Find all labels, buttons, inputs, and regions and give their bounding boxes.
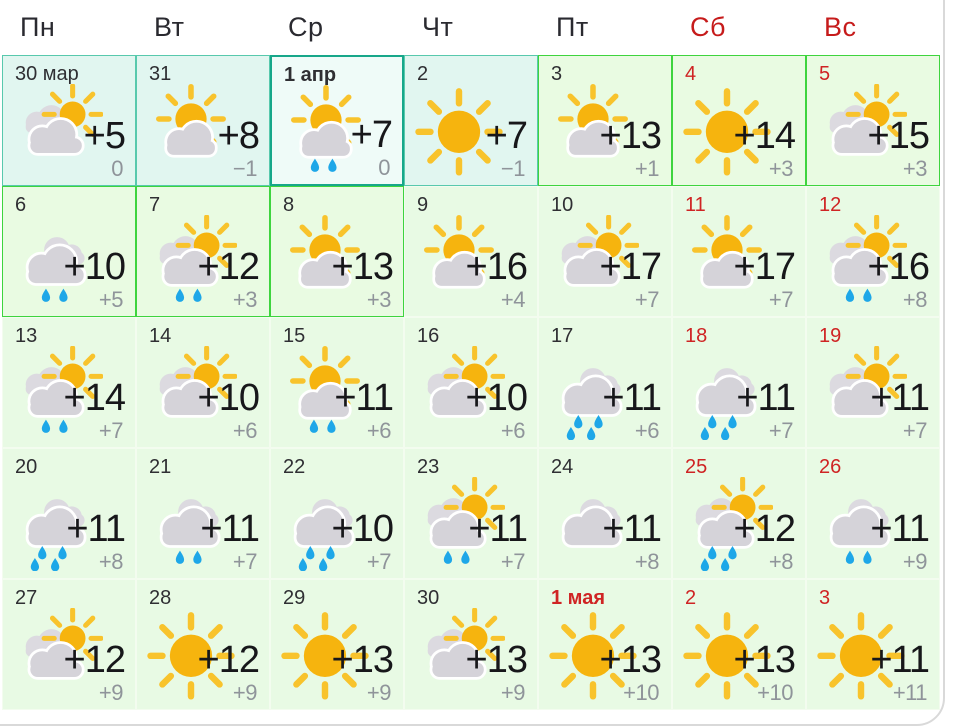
day-low-temp: +9 [500, 680, 525, 705]
day-date: 29 [283, 587, 306, 609]
day-low-temp: +6 [232, 418, 257, 443]
day-low-temp: +8 [98, 549, 123, 574]
day-date: 18 [685, 325, 708, 347]
calendar-grid [2, 55, 960, 710]
day-high-temp: +10 [197, 377, 259, 419]
day-low-temp: +7 [768, 418, 793, 443]
day-high-temp: +12 [733, 508, 795, 550]
day-cell[interactable] [270, 448, 404, 579]
day-high-temp: +15 [867, 115, 929, 157]
day-cell[interactable] [672, 55, 806, 186]
day-date: 17 [551, 325, 574, 347]
day-date: 24 [551, 456, 574, 478]
day-date: 10 [551, 194, 574, 216]
day-high-temp: +16 [465, 246, 527, 288]
day-low-temp: +9 [232, 680, 257, 705]
day-high-temp: +10 [63, 246, 125, 288]
day-low-temp: +7 [902, 418, 927, 443]
day-high-temp: +11 [66, 508, 125, 550]
weekday-label-Ср: Ср [288, 12, 324, 42]
day-high-temp: +11 [602, 508, 661, 550]
day-date: 1 апр [284, 64, 337, 86]
day-high-temp: +13 [465, 639, 527, 681]
day-date: 19 [819, 325, 842, 347]
day-cell[interactable] [136, 579, 270, 710]
day-cell[interactable] [538, 448, 672, 579]
day-date: 3 [551, 63, 563, 85]
day-date: 2 [417, 63, 429, 85]
day-date: 21 [149, 456, 172, 478]
day-low-temp: +7 [98, 418, 123, 443]
weekday-label-Пт: Пт [556, 12, 589, 42]
day-low-temp: 0 [111, 156, 123, 181]
day-cell[interactable] [270, 55, 404, 186]
day-cell[interactable] [806, 448, 940, 579]
day-high-temp: +13 [599, 115, 661, 157]
day-cell[interactable] [672, 317, 806, 448]
day-date: 26 [819, 456, 842, 478]
day-cell[interactable] [136, 55, 270, 186]
day-date: 27 [15, 587, 38, 609]
weekday-label-Вс: Вс [824, 12, 857, 42]
day-cell[interactable] [806, 55, 940, 186]
day-high-temp: +14 [733, 115, 795, 157]
day-cell[interactable] [538, 579, 672, 710]
day-date: 30 мар [15, 63, 79, 85]
day-date: 20 [15, 456, 38, 478]
weekday-label-Пн: Пн [20, 12, 56, 42]
day-cell[interactable] [538, 55, 672, 186]
day-low-temp: +10 [757, 680, 793, 705]
day-cell[interactable] [136, 317, 270, 448]
day-date: 1 мая [551, 587, 606, 609]
day-cell[interactable] [270, 317, 404, 448]
day-date: 4 [685, 63, 697, 85]
day-date: 9 [417, 194, 429, 216]
day-low-temp: +3 [232, 287, 257, 312]
day-date: 23 [417, 456, 440, 478]
day-cell[interactable] [806, 317, 940, 448]
day-low-temp: +6 [634, 418, 659, 443]
day-cell[interactable] [404, 317, 538, 448]
day-cell[interactable] [404, 186, 538, 317]
day-cell[interactable] [404, 579, 538, 710]
day-low-temp: +11 [892, 680, 927, 705]
day-high-temp: +13 [599, 639, 661, 681]
day-low-temp: +5 [98, 287, 123, 312]
day-cell[interactable] [538, 186, 672, 317]
day-date: 13 [15, 325, 38, 347]
day-high-temp: +17 [733, 246, 795, 288]
day-cell[interactable] [2, 55, 136, 186]
weekday-label-Чт: Чт [422, 12, 454, 42]
day-low-temp: +3 [768, 156, 793, 181]
day-date: 22 [283, 456, 306, 478]
day-high-temp: +11 [334, 377, 393, 419]
day-date: 2 [685, 587, 697, 609]
day-high-temp: +11 [870, 508, 929, 550]
day-high-temp: +17 [599, 246, 661, 288]
day-high-temp: +11 [200, 508, 259, 550]
day-cell[interactable] [2, 317, 136, 448]
day-high-temp: +11 [870, 377, 929, 419]
day-low-temp: +6 [500, 418, 525, 443]
day-date: 25 [685, 456, 708, 478]
weekday-label-Сб: Сб [690, 12, 726, 42]
day-high-temp: +13 [733, 639, 795, 681]
day-low-temp: +9 [98, 680, 123, 705]
day-cell[interactable] [672, 448, 806, 579]
day-date: 16 [417, 325, 440, 347]
day-high-temp: +10 [465, 377, 527, 419]
day-cell[interactable] [806, 186, 940, 317]
day-low-temp: +9 [366, 680, 391, 705]
day-low-temp: +7 [500, 549, 525, 574]
day-low-temp: +7 [634, 287, 659, 312]
day-date: 3 [819, 587, 831, 609]
day-low-temp: +8 [634, 549, 659, 574]
day-low-temp: +6 [366, 418, 391, 443]
day-low-temp: +7 [232, 549, 257, 574]
day-high-temp: +11 [602, 377, 661, 419]
day-cell[interactable] [806, 579, 940, 710]
day-cell[interactable] [538, 317, 672, 448]
day-high-temp: +14 [63, 377, 125, 419]
day-low-temp: +8 [902, 287, 927, 312]
day-date: 6 [15, 194, 27, 216]
day-high-temp: +8 [217, 115, 259, 157]
day-high-temp: +5 [83, 115, 125, 157]
day-low-temp: +9 [902, 549, 927, 574]
day-cell[interactable] [270, 579, 404, 710]
day-high-temp: +11 [468, 508, 527, 550]
day-low-temp: −1 [232, 156, 257, 181]
day-cell[interactable] [404, 448, 538, 579]
day-cell[interactable] [270, 186, 404, 317]
day-low-temp: +3 [366, 287, 391, 312]
day-cell[interactable] [672, 186, 806, 317]
day-cell[interactable] [2, 579, 136, 710]
weekday-header-row [2, 0, 960, 55]
day-cell[interactable] [136, 186, 270, 317]
day-low-temp: +7 [768, 287, 793, 312]
day-date: 14 [149, 325, 172, 347]
day-low-temp: +8 [768, 549, 793, 574]
day-high-temp: +12 [197, 639, 259, 681]
day-high-temp: +13 [331, 246, 393, 288]
day-date: 15 [283, 325, 306, 347]
day-high-temp: +7 [350, 114, 392, 156]
day-high-temp: +10 [331, 508, 393, 550]
day-date: 8 [283, 194, 295, 216]
day-date: 11 [685, 194, 706, 216]
day-high-temp: +11 [736, 377, 795, 419]
day-low-temp: 0 [378, 155, 390, 180]
day-cell[interactable] [2, 448, 136, 579]
day-low-temp: +4 [500, 287, 525, 312]
day-low-temp: −1 [500, 156, 525, 181]
day-high-temp: +13 [331, 639, 393, 681]
day-high-temp: +12 [197, 246, 259, 288]
weekday-label-Вт: Вт [154, 12, 185, 42]
day-low-temp: +3 [902, 156, 927, 181]
day-high-temp: +12 [63, 639, 125, 681]
day-cell[interactable] [136, 448, 270, 579]
day-high-temp: +11 [870, 639, 929, 681]
day-date: 31 [149, 63, 172, 85]
day-low-temp: +7 [366, 549, 391, 574]
day-high-temp: +16 [867, 246, 929, 288]
day-cell[interactable] [404, 55, 538, 186]
day-date: 28 [149, 587, 172, 609]
day-cell[interactable] [672, 579, 806, 710]
day-high-temp: +7 [485, 115, 527, 157]
day-date: 30 [417, 587, 440, 609]
day-cell[interactable] [2, 186, 136, 317]
day-low-temp: +10 [623, 680, 659, 705]
day-low-temp: +1 [634, 156, 659, 181]
day-date: 12 [819, 194, 842, 216]
day-date: 5 [819, 63, 831, 85]
day-date: 7 [149, 194, 161, 216]
